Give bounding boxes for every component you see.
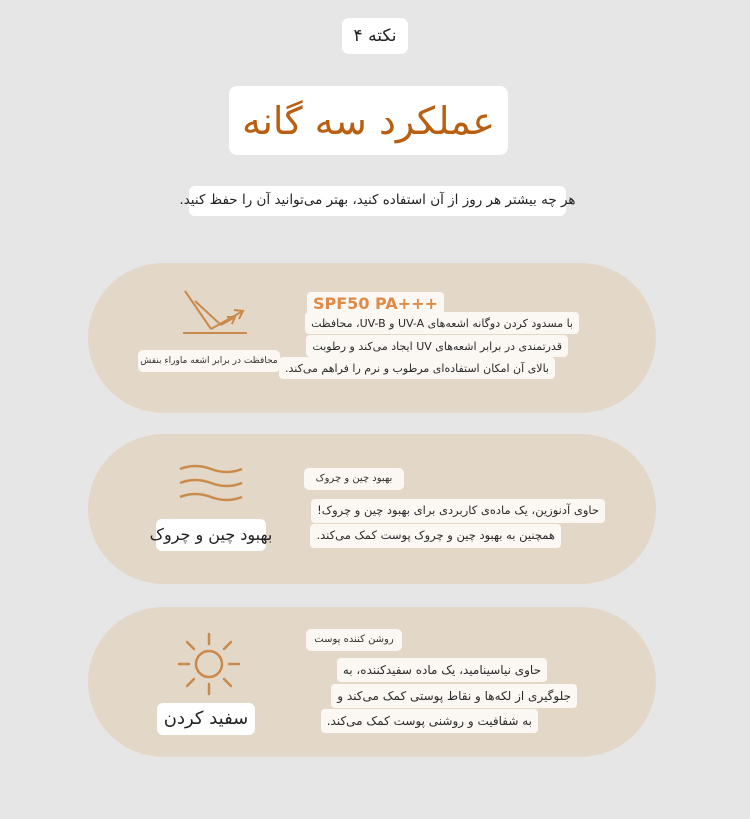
subtitle: هر چه بیشتر هر روز از آن استفاده کنید، بهتر می‌توانید آن را حفظ کنید.	[189, 186, 566, 216]
card-text-line: بالای آن امکان استفاده‌ای مرطوب و نرم را فراهم می‌کند.	[279, 357, 555, 379]
card-text-line: قدرتمندی در برابر اشعه‌های UV ایجاد می‌کند و رطوبت	[306, 335, 568, 357]
card-text-line: حاوی آدنوزین، یک ماده‌ی کاربردی برای بهبود چین و چروک!	[311, 499, 605, 523]
card-label-wrinkle: بهبود چین و چروک	[156, 519, 266, 551]
uv-reflection-icon	[181, 289, 249, 337]
card-text-line: به شفافیت و روشنی پوست کمک می‌کند.	[321, 709, 538, 733]
card-label-whitening: سفید کردن	[157, 703, 255, 735]
card-label-uv-protection: محافظت در برابر اشعه ماوراء بنفش	[138, 350, 280, 372]
card-text-line: با مسدود کردن دوگانه اشعه‌های UV-A و UV-B، محافظت	[305, 312, 579, 334]
sun-icon	[177, 632, 241, 696]
spf-heading: SPF50 PA+++	[307, 292, 444, 314]
card-heading-wrinkle: بهبود چین و چروک	[304, 468, 404, 490]
card-text-line: همچنین به بهبود چین و چروک پوست کمک می‌کند.	[310, 524, 561, 548]
card-heading-whitening: روشن کننده پوست	[306, 629, 402, 651]
tip-badge: نکته ۴	[342, 18, 408, 54]
card-text-line: حاوی نیاسینامید، یک ماده سفیدکننده، به	[337, 658, 547, 682]
page-title: عملکرد سه گانه	[229, 86, 508, 155]
card-text-line: جلوگیری از لکه‌ها و نقاط پوستی کمک می‌کند و	[331, 684, 577, 708]
waves-icon	[178, 463, 244, 505]
